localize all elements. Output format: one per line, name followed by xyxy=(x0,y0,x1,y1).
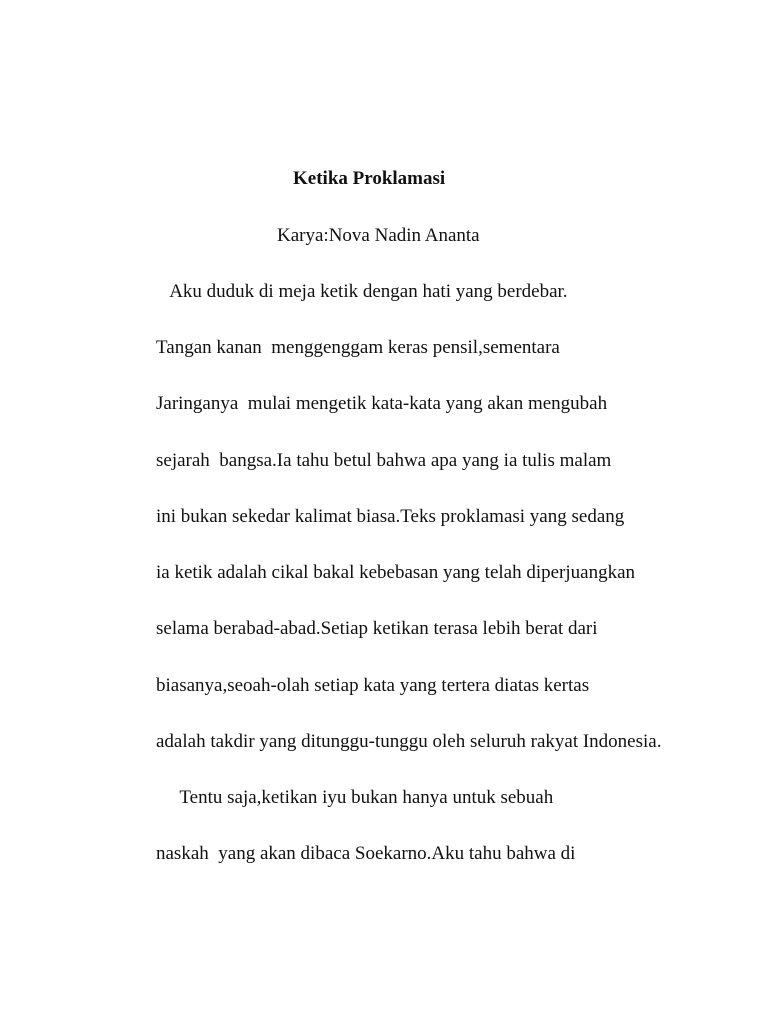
paragraph-line: sejarah bangsa.Ia tahu betul bahwa apa yang ia tulis malam xyxy=(156,450,612,471)
paragraph-line: naskah yang akan dibaca Soekarno.Aku tahu bahwa di xyxy=(156,843,576,864)
paragraph-line: biasanya,seoah-olah setiap kata yang tertera diatas kertas xyxy=(156,675,590,696)
paragraph-line: Tentu saja,ketikan iyu bukan hanya untuk sebuah xyxy=(156,787,554,808)
paragraph-line: ia ketik adalah cikal bakal kebebasan yang telah diperjuangkan xyxy=(156,562,636,583)
paragraph-line: Tangan kanan menggenggam keras pensil,sementara xyxy=(156,337,560,358)
paragraph-line: adalah takdir yang ditunggu-tunggu oleh seluruh rakyat Indonesia. xyxy=(156,731,662,752)
paragraph-line: selama berabad-abad.Setiap ketikan terasa lebih berat dari xyxy=(156,618,598,639)
document-title: Ketika Proklamasi xyxy=(293,168,446,189)
paragraph-line: Aku duduk di meja ketik dengan hati yang berdebar. xyxy=(156,281,568,302)
document-author: Karya:Nova Nadin Ananta xyxy=(277,225,480,246)
paragraph-line: Jaringanya mulai mengetik kata-kata yang akan mengubah xyxy=(156,393,608,414)
paragraph-line: ini bukan sekedar kalimat biasa.Teks proklamasi yang sedang xyxy=(156,506,625,527)
